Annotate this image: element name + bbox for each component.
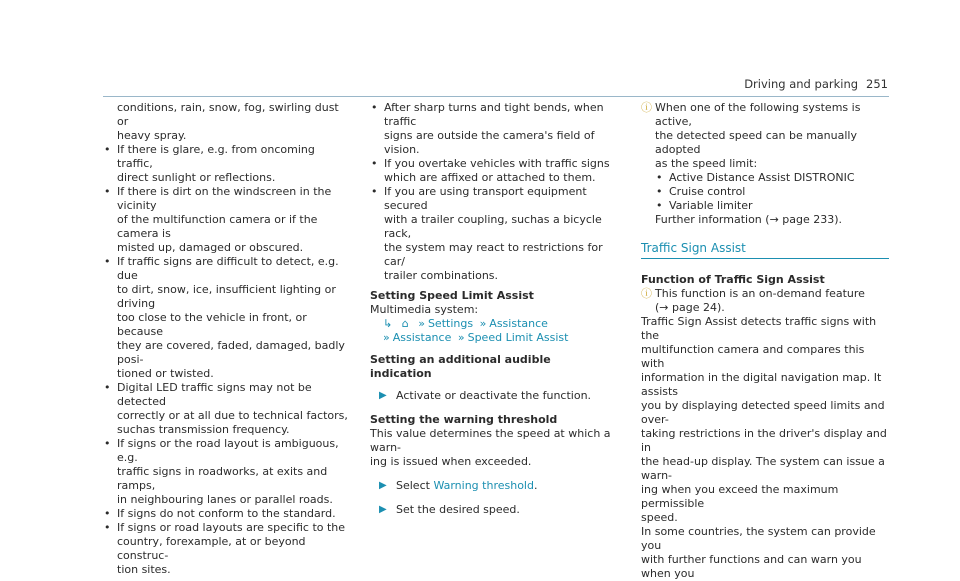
bullet-text: trailer combinations. — [384, 269, 499, 282]
action-step: ▶ Set the desired speed. — [379, 503, 520, 516]
bullet-dot-icon: • — [656, 185, 663, 198]
multimedia-label: Multimedia system: — [370, 303, 479, 316]
bullet-text: tioned or twisted. — [117, 367, 214, 380]
info-icon: ⓘ — [641, 101, 652, 114]
chevron-double-icon: » — [383, 331, 390, 344]
running-head — [744, 77, 888, 91]
bullet-text: which are affixed or attached to them. — [384, 171, 596, 184]
bullet-item — [103, 143, 349, 185]
threshold-text: This value determines the speed at which a warn- ing is issued when exceeded. — [370, 427, 611, 468]
play-arrow-icon: ▶ — [379, 504, 387, 515]
bullet-text: If signs or road layouts are specific to the — [117, 521, 346, 534]
bullet-dot-icon: • — [104, 521, 111, 534]
bullet-list — [103, 143, 349, 577]
bullet-dot-icon: • — [104, 437, 111, 450]
bullet-text: to dirt, snow, ice, insufficient lighting or driving — [117, 283, 336, 310]
bullet-text: If you are using transport equipment secured — [384, 185, 587, 212]
bullet-text: If signs or the road layout is ambiguous, e.g. — [117, 437, 339, 464]
section-title: Traffic Sign Assist — [641, 241, 889, 259]
bullet-item — [370, 185, 616, 283]
bullet-item — [641, 185, 889, 199]
body-line: information in the digital navigation map. It assists — [641, 371, 882, 398]
bullet-item — [103, 381, 349, 437]
bullet-dot-icon: • — [371, 101, 378, 114]
bullet-dot-icon: • — [371, 185, 378, 198]
bullet-item — [103, 507, 349, 521]
bullet-text: If traffic signs are difficult to detect, e.g. due — [117, 255, 339, 282]
bullet-text: with a trailer coupling, suchas a bicycle rack, — [384, 213, 602, 240]
action-step: ▶ Activate or deactivate the function. — [379, 389, 592, 402]
setting-heading: Setting Speed Limit Assist — [370, 289, 534, 302]
further-info: Further information (→ page 233). — [655, 213, 843, 226]
body-line: multifunction camera and compares this with — [641, 343, 865, 370]
bullet-item — [641, 171, 889, 185]
bullet-dot-icon: • — [104, 381, 111, 394]
body-line: In some countries, the system can provide you — [641, 525, 876, 552]
home-icon[interactable]: ⌂ — [401, 317, 409, 330]
page-number: 251 — [866, 77, 888, 91]
bullet-item — [103, 437, 349, 507]
bullet-text: correctly or at all due to technical factors, — [117, 409, 348, 422]
bullet-dot-icon: • — [656, 171, 663, 184]
bullet-dot-icon: • — [104, 143, 111, 156]
body-paragraph — [641, 315, 889, 581]
play-arrow-icon: ▶ — [379, 390, 387, 401]
bullet-text: If you overtake vehicles with traffic signs — [384, 157, 610, 170]
bullet-text: they are covered, faded, damaged, badly posi- — [117, 339, 345, 366]
audible-heading: Setting an additional audible indication — [370, 353, 551, 380]
section-name: Driving and parking — [744, 77, 859, 91]
return-arrow-icon: ↳ — [383, 317, 393, 330]
body-line: ing when you exceed the maximum permissible — [641, 483, 839, 510]
menu-speed-limit-assist[interactable]: Speed Limit Assist — [467, 331, 569, 344]
body-line: Traffic Sign Assist detects traffic signs with the — [641, 315, 877, 342]
bullet-text: country, forexample, at or beyond construc- — [117, 535, 306, 562]
bullet-text: signs are outside the camera's field of vision. — [384, 129, 595, 156]
threshold-heading: Setting the warning threshold — [370, 413, 558, 426]
bullet-dot-icon: • — [371, 157, 378, 170]
chevron-double-icon: » — [418, 317, 425, 330]
bullet-text: suchas transmission frequency. — [117, 423, 290, 436]
info-note: ⓘ When one of the following systems is active, the detected speed can be manually adopted as the speed limit: — [641, 101, 861, 170]
chevron-double-icon: » — [479, 317, 487, 330]
bullet-text: If there is glare, e.g. from oncoming traffic, — [117, 143, 315, 170]
body-line: you by displaying detected speed limits and over- — [641, 399, 885, 426]
bullet-text: traffic signs in roadworks, at exits and ramps, — [117, 465, 328, 492]
body-line: taking restrictions in the driver's display and in — [641, 427, 887, 454]
column-middle — [370, 101, 616, 517]
info-note: ⓘ This function is an on-demand feature (→ page 24). — [641, 287, 865, 314]
bullet-item — [370, 101, 616, 157]
body-text — [641, 315, 889, 581]
warning-threshold-link[interactable]: Warning threshold — [433, 479, 534, 492]
function-heading: Function of Traffic Sign Assist — [641, 273, 825, 286]
column-right — [641, 101, 889, 581]
body-line: speed. — [641, 511, 678, 524]
system-list — [641, 171, 889, 213]
menu-assistance-2[interactable]: Assistance — [392, 331, 452, 344]
continued-text: conditions, rain, snow, fog, swirling dust or heavy spray. — [117, 101, 339, 142]
bullet-dot-icon: • — [104, 507, 111, 520]
menu-path — [370, 317, 616, 345]
bullet-dot-icon: • — [104, 185, 111, 198]
menu-settings[interactable]: Settings — [427, 317, 474, 330]
bullet-text: in neighbouring lanes or parallel roads. — [117, 493, 333, 506]
bullet-text: If signs do not conform to the standard. — [117, 507, 336, 520]
bullet-item — [641, 199, 889, 213]
bullet-item — [103, 255, 349, 381]
bullet-text: too close to the vehicle in front, or because — [117, 311, 307, 338]
bullet-list — [370, 101, 616, 283]
bullet-text: If there is dirt on the windscreen in the vicinity — [117, 185, 332, 212]
header-rule — [103, 96, 889, 97]
bullet-text: the system may react to restrictions for car/ — [384, 241, 603, 268]
bullet-item — [103, 185, 349, 255]
action-step: ▶ Select Warning threshold. — [379, 479, 538, 492]
bullet-text: tion sites. — [117, 563, 171, 576]
bullet-text: After sharp turns and tight bends, when traffic — [384, 101, 604, 128]
chevron-double-icon: » — [457, 331, 465, 344]
bullet-text: direct sunlight or reflections. — [117, 171, 276, 184]
bullet-item — [103, 521, 349, 577]
bullet-text: Cruise control — [669, 185, 746, 198]
bullet-dot-icon: • — [104, 255, 111, 268]
body-line: the head-up display. The system can issue a warn- — [641, 455, 885, 482]
bullet-text: of the multifunction camera or if the camera is — [117, 213, 318, 240]
play-arrow-icon: ▶ — [379, 480, 387, 491]
menu-assistance[interactable]: Assistance — [489, 317, 548, 330]
bullet-text: misted up, damaged or obscured. — [117, 241, 304, 254]
bullet-text: Digital LED traffic signs may not be detected — [117, 381, 312, 408]
info-icon: ⓘ — [641, 287, 652, 300]
bullet-text: Active Distance Assist DISTRONIC — [669, 171, 855, 184]
bullet-text: Variable limiter — [669, 199, 753, 212]
body-line: with further functions and can warn you when you — [641, 553, 862, 580]
bullet-dot-icon: • — [656, 199, 663, 212]
column-left — [103, 101, 349, 577]
bullet-item — [370, 157, 616, 185]
